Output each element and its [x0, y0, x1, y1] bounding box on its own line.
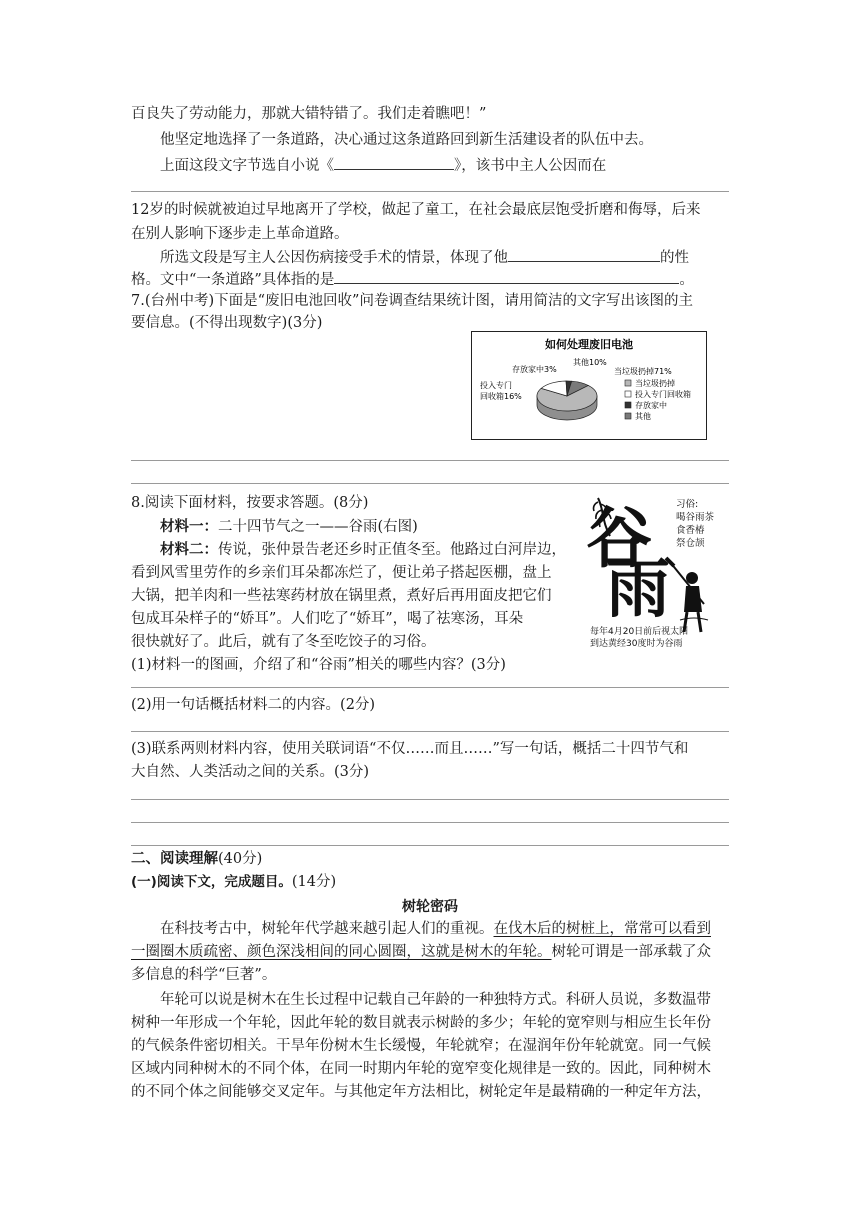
- chart-title: 如何处理废旧电池: [545, 338, 633, 351]
- subsection-title: (一)阅读下文，完成题目。: [131, 874, 292, 890]
- guyu-illustration: [584, 492, 734, 652]
- material-label: 材料一：: [160, 519, 218, 535]
- section-heading: [131, 848, 731, 870]
- legend-label: 其他: [635, 412, 651, 421]
- underlined-text: 在伐木后的树桩上，常常可以看到: [493, 921, 711, 937]
- text-segment: 上面这段文字节选自小说《: [160, 158, 334, 174]
- battery-pie-chart: [471, 331, 707, 440]
- subsection-heading: [131, 871, 731, 893]
- article-line: 多信息的科学“巨著”。: [131, 967, 277, 983]
- question-8-line: 8.阅读下面材料，按要求答题。(8分): [131, 495, 369, 511]
- text-segment: 。: [679, 272, 694, 288]
- article-line: 的不同个体之间能够交叉定年。与其他定年方法相比，树轮定年是最精确的一种定年方法，: [131, 1084, 711, 1100]
- legend-label: 投入专门回收箱: [635, 390, 691, 399]
- text-line: 很快就好了。此后，就有了冬至吃饺子的习俗。: [131, 634, 436, 650]
- text-line: 在别人影响下逐步走上革命道路。: [131, 226, 349, 242]
- answer-line[interactable]: [131, 799, 729, 800]
- text-segment: 传说，张仲景告老还乡时正值冬至。他路过白河岸边，: [218, 542, 566, 558]
- text-segment: 所选文段是写主人公因伤病接受手术的情景，体现了他: [160, 250, 508, 266]
- text-line: 他坚定地选择了一条道路，决心通过这条道路回到新生活建设者的队伍中去。: [160, 132, 653, 148]
- underlined-text: 一圈圈木质疏密、颜色深浅相间的同心圆圈，这就是树木的年轮。: [131, 944, 552, 960]
- legend-label: 存放家中: [635, 401, 667, 410]
- legend-swatch: [625, 391, 631, 397]
- legend-swatch: [625, 402, 631, 408]
- question-8-1: (1)材料一的图画，介绍了和“谷雨”相关的哪些内容？(3分): [131, 657, 506, 673]
- article-line: 的气候条件密切相关。干旱年份树木生长缓慢，年轮就窄；在湿润年份年轮就宽。同一气候: [131, 1038, 711, 1054]
- material-label: 材料二：: [160, 542, 218, 558]
- slice-label: 投入专门: [480, 381, 512, 390]
- guyu-caption: 每年4月20日前后视太阳 到达黄经30度时为谷雨: [590, 627, 689, 649]
- question-8-3: (3)联系两则材料内容，使用关联词语“不仅……而且……”写一句话，概括二十四节气和: [131, 741, 689, 757]
- section-title: 二、阅读理解: [131, 851, 218, 867]
- article-line: [131, 941, 731, 963]
- text-segment: 二十四节气之一——谷雨(右图): [218, 519, 418, 535]
- text-line: 百良失了劳动能力，那就大错特错了。我们走着瞧吧！”: [131, 106, 487, 122]
- text-segment: 的性: [660, 250, 689, 266]
- chart-legend: [625, 378, 691, 421]
- section-score: (40分): [218, 851, 263, 867]
- question-7-line: 要信息。(不得出现数字)(3分): [131, 315, 323, 331]
- pie-chart-svg: [472, 332, 706, 439]
- answer-blank[interactable]: [334, 268, 679, 284]
- pie-group: [537, 381, 597, 420]
- text-segment: 树轮可谓是一部承载了众: [551, 944, 711, 960]
- legend-label: 当垃圾扔掉: [635, 379, 675, 388]
- answer-line[interactable]: [131, 483, 729, 484]
- article-line: 区域内同种树木的不同个体，在同一时期内年轮的宽窄变化规律是一致的。因此，同种树木: [131, 1061, 711, 1077]
- text-line: 大锅，把羊肉和一些祛寒药材放在锅里煮，煮好后再用面皮把它们: [131, 588, 552, 604]
- legend-swatch: [625, 380, 631, 386]
- article-title: 树轮密码: [402, 899, 458, 915]
- answer-blank[interactable]: [508, 246, 660, 262]
- text-line: 12岁的时候就被迫过早地离开了学校，做起了童工，在社会最底层饱受折磨和侮辱，后来: [131, 202, 701, 218]
- slice-label: 当垃圾扔掉71%: [614, 367, 672, 376]
- text-line-book-blank: [160, 154, 732, 177]
- guyu-character-yu: 雨: [606, 553, 670, 627]
- text-line-character-blank: [160, 246, 732, 269]
- question-7-line: 7.(台州中考)下面是“废旧电池回收”问卷调查结果统计图，请用简洁的文字写出该图的主: [131, 293, 693, 309]
- article-line: [160, 918, 732, 940]
- guyu-custom-note: 习俗: 喝谷雨茶 食香椿 祭仓颉: [676, 499, 715, 549]
- slice-label: 存放家中3%: [512, 365, 557, 374]
- answer-line[interactable]: [131, 460, 729, 461]
- question-8-2: (2)用一句话概括材料二的内容。(2分): [131, 697, 376, 713]
- slice-label: 回收箱16%: [480, 392, 522, 401]
- subsection-score: (14分): [291, 874, 337, 890]
- answer-line[interactable]: [131, 687, 729, 688]
- text-line: 包成耳朵样子的“娇耳”。人们吃了“娇耳”，喝了祛寒汤，耳朵: [131, 611, 524, 627]
- slice-label: 其他10%: [573, 358, 607, 367]
- legend-swatch: [625, 413, 631, 419]
- text-line: 看到风雪里劳作的乡亲们耳朵都冻烂了，便让弟子搭起医棚，盘上: [131, 565, 552, 581]
- question-8-3: 大自然、人类活动之间的关系。(3分): [131, 764, 370, 780]
- answer-line[interactable]: [131, 845, 729, 846]
- article-line: 树种一年形成一个年轮，因此年轮的数目就表示树龄的多少；年轮的宽窄则与相应生长年份: [131, 1015, 711, 1031]
- answer-line[interactable]: [131, 191, 729, 192]
- guyu-character-gu: 谷: [586, 500, 652, 577]
- text-segment: 在科技考古中，树轮年代学越来越引起人们的重视。: [160, 921, 494, 937]
- text-line-road-blank: [131, 268, 731, 291]
- answer-line[interactable]: [131, 822, 729, 823]
- text-segment: 》，该书中主人公因而在: [454, 158, 607, 174]
- text-segment: 格。文中“一条道路”具体指的是: [131, 272, 335, 288]
- answer-blank[interactable]: [334, 154, 454, 170]
- article-line: 年轮可以说是树木在生长过程中记载自己年龄的一种独特方式。科研人员说，多数温带: [160, 992, 711, 1008]
- answer-line[interactable]: [131, 731, 729, 732]
